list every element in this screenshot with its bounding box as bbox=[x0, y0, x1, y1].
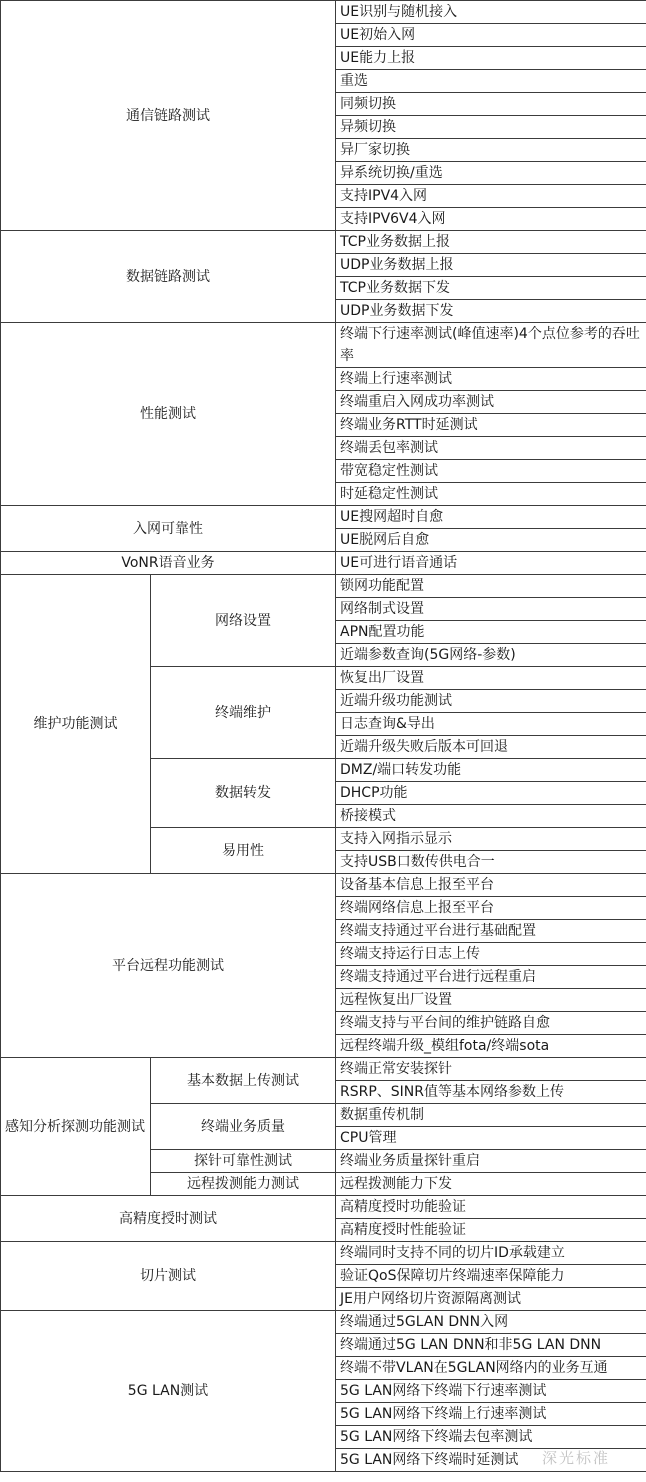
table-row bbox=[1, 1242, 646, 1265]
subcategory-cell: 数据转发 bbox=[151, 759, 336, 828]
item-cell: 验证QoS保障切片终端速率保障能力 bbox=[336, 1265, 646, 1288]
item-cell: 恢复出厂设置 bbox=[336, 667, 646, 690]
item-cell: 终端支持与平台间的维护链路自愈 bbox=[336, 1012, 646, 1035]
item-cell: 近端参数查询(5G网络-参数) bbox=[336, 644, 646, 667]
item-cell: JE用户网络切片资源隔离测试 bbox=[336, 1288, 646, 1311]
item-cell: 支持IPV6V4入网 bbox=[336, 208, 646, 231]
item-cell: 时延稳定性测试 bbox=[336, 483, 646, 506]
item-cell: 网络制式设置 bbox=[336, 598, 646, 621]
item-cell: RSRP、SINR值等基本网络参数上传 bbox=[336, 1081, 646, 1104]
category-cell: VoNR语音业务 bbox=[1, 552, 336, 575]
category-cell: 切片测试 bbox=[1, 1242, 336, 1311]
item-cell: UE脱网后自愈 bbox=[336, 529, 646, 552]
item-cell: 终端业务RTT时延测试 bbox=[336, 414, 646, 437]
category-cell: 维护功能测试 bbox=[1, 575, 151, 874]
item-cell: 终端丢包率测试 bbox=[336, 437, 646, 460]
item-cell: 支持IPV4入网 bbox=[336, 185, 646, 208]
subcategory-cell: 终端业务质量 bbox=[151, 1104, 336, 1150]
table-row bbox=[1, 575, 646, 598]
category-cell: 通信链路测试 bbox=[1, 1, 336, 231]
table-row bbox=[1, 552, 646, 575]
item-cell: 设备基本信息上报至平台 bbox=[336, 874, 646, 897]
item-cell: 异频切换 bbox=[336, 116, 646, 139]
item-cell: 数据重传机制 bbox=[336, 1104, 646, 1127]
item-cell: 终端同时支持不同的切片ID承载建立 bbox=[336, 1242, 646, 1265]
subcategory-cell: 终端维护 bbox=[151, 667, 336, 759]
item-cell: 终端通过5GLAN DNN入网 bbox=[336, 1311, 646, 1334]
item-cell: 5G LAN网络下终端时延测试 bbox=[336, 1449, 646, 1472]
item-cell: 支持入网指示显示 bbox=[336, 828, 646, 851]
table-row bbox=[1, 874, 646, 897]
item-cell: 终端正常安装探针 bbox=[336, 1058, 646, 1081]
subcategory-cell: 远程拨测能力测试 bbox=[151, 1173, 336, 1196]
item-cell: UDP业务数据上报 bbox=[336, 254, 646, 277]
item-cell: 终端上行速率测试 bbox=[336, 368, 646, 391]
item-cell: 终端通过5G LAN DNN和非5G LAN DNN bbox=[336, 1334, 646, 1357]
item-cell: 同频切换 bbox=[336, 93, 646, 116]
item-cell: 桥接模式 bbox=[336, 805, 646, 828]
item-cell: DHCP功能 bbox=[336, 782, 646, 805]
item-cell: 5G LAN网络下终端去包率测试 bbox=[336, 1426, 646, 1449]
item-cell: 终端支持运行日志上传 bbox=[336, 943, 646, 966]
item-cell: UDP业务数据下发 bbox=[336, 300, 646, 323]
table-row bbox=[1, 231, 646, 254]
table-row bbox=[1, 1311, 646, 1334]
item-cell: 远程终端升级_模组fota/终端sota bbox=[336, 1035, 646, 1058]
subcategory-cell: 易用性 bbox=[151, 828, 336, 874]
item-cell: 终端重启入网成功率测试 bbox=[336, 391, 646, 414]
item-cell: APN配置功能 bbox=[336, 621, 646, 644]
category-cell: 平台远程功能测试 bbox=[1, 874, 336, 1058]
item-cell: 终端业务质量探针重启 bbox=[336, 1150, 646, 1173]
category-cell: 5G LAN测试 bbox=[1, 1311, 336, 1472]
table-row bbox=[1, 1, 646, 24]
item-cell: DMZ/端口转发功能 bbox=[336, 759, 646, 782]
item-cell: TCP业务数据下发 bbox=[336, 277, 646, 300]
item-cell: 锁网功能配置 bbox=[336, 575, 646, 598]
item-cell: 远程拨测能力下发 bbox=[336, 1173, 646, 1196]
item-cell: 终端不带VLAN在5GLAN网络内的业务互通 bbox=[336, 1357, 646, 1380]
table-row bbox=[1, 1196, 646, 1219]
item-cell: 5G LAN网络下终端下行速率测试 bbox=[336, 1380, 646, 1403]
item-cell: UE搜网超时自愈 bbox=[336, 506, 646, 529]
item-cell: 终端下行速率测试(峰值速率)4个点位参考的吞吐率 bbox=[336, 323, 646, 368]
item-cell: 5G LAN网络下终端上行速率测试 bbox=[336, 1403, 646, 1426]
item-cell: 近端升级失败后版本可回退 bbox=[336, 736, 646, 759]
subcategory-cell: 探针可靠性测试 bbox=[151, 1150, 336, 1173]
table-row bbox=[1, 323, 646, 368]
item-cell: UE可进行语音通话 bbox=[336, 552, 646, 575]
item-cell: 异厂家切换 bbox=[336, 139, 646, 162]
item-cell: 高精度授时性能验证 bbox=[336, 1219, 646, 1242]
item-cell: UE能力上报 bbox=[336, 47, 646, 70]
item-cell: CPU管理 bbox=[336, 1127, 646, 1150]
item-cell: UE识别与随机接入 bbox=[336, 1, 646, 24]
category-cell: 入网可靠性 bbox=[1, 506, 336, 552]
category-cell: 数据链路测试 bbox=[1, 231, 336, 323]
subcategory-cell: 网络设置 bbox=[151, 575, 336, 667]
item-cell: 重选 bbox=[336, 70, 646, 93]
item-cell: 远程恢复出厂设置 bbox=[336, 989, 646, 1012]
watermark-text: 深光标准 bbox=[541, 1449, 610, 1467]
category-cell: 感知分析探测功能测试 bbox=[1, 1058, 151, 1196]
item-cell: 近端升级功能测试 bbox=[336, 690, 646, 713]
item-cell: 终端支持通过平台进行基础配置 bbox=[336, 920, 646, 943]
category-cell: 高精度授时测试 bbox=[1, 1196, 336, 1242]
item-cell: 终端网络信息上报至平台 bbox=[336, 897, 646, 920]
item-cell: TCP业务数据上报 bbox=[336, 231, 646, 254]
category-cell: 性能测试 bbox=[1, 323, 336, 506]
item-cell: 带宽稳定性测试 bbox=[336, 460, 646, 483]
subcategory-cell: 基本数据上传测试 bbox=[151, 1058, 336, 1104]
item-cell: 异系统切换/重选 bbox=[336, 162, 646, 185]
table-row bbox=[1, 1058, 646, 1081]
item-cell: UE初始入网 bbox=[336, 24, 646, 47]
item-cell: 高精度授时功能验证 bbox=[336, 1196, 646, 1219]
item-cell: 支持USB口数传供电合一 bbox=[336, 851, 646, 874]
item-cell: 终端支持通过平台进行远程重启 bbox=[336, 966, 646, 989]
item-cell: 日志查询&导出 bbox=[336, 713, 646, 736]
table-row bbox=[1, 506, 646, 529]
